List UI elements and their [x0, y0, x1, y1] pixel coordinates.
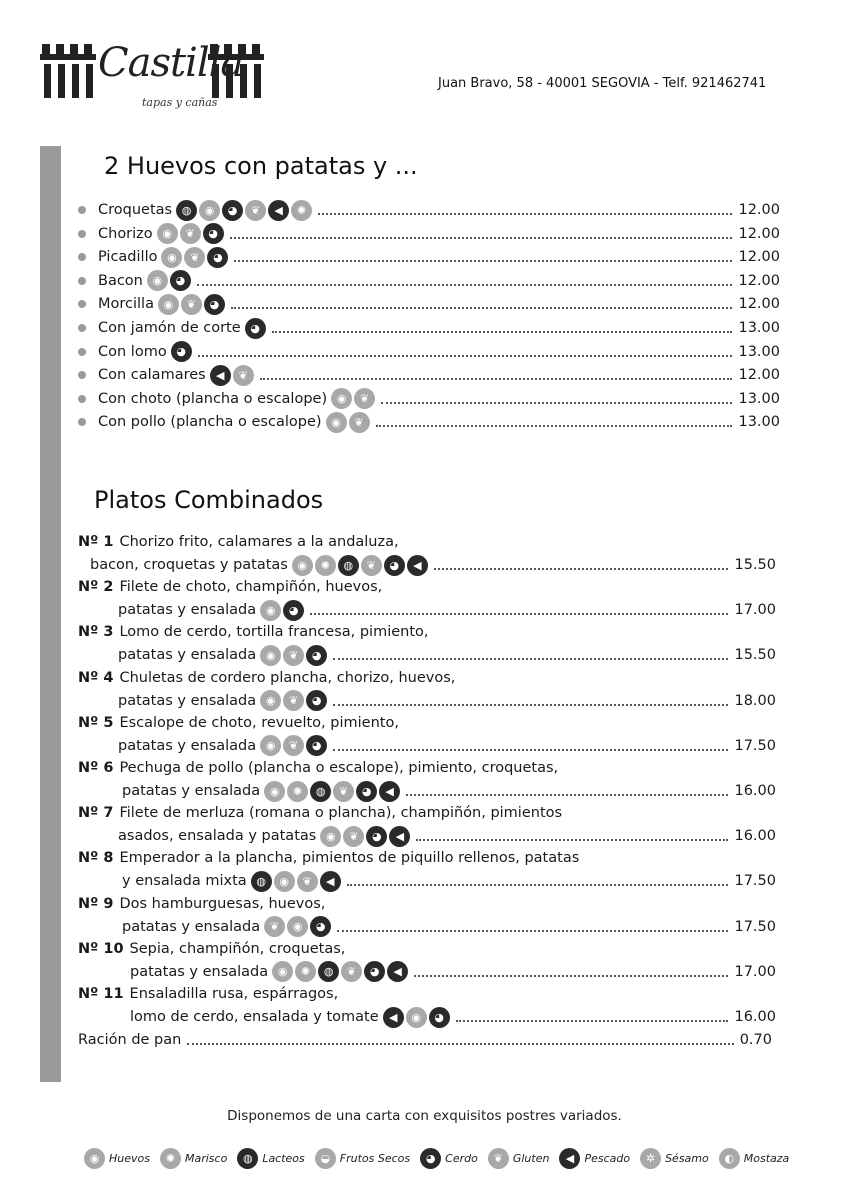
combo-price: 17.50	[734, 737, 776, 754]
menu-item-label: Picadillo	[98, 249, 158, 266]
menu-item	[78, 270, 780, 292]
dot-leader	[231, 307, 733, 309]
menu-item-label: Con choto (plancha o escalope)	[98, 390, 328, 407]
huevos-allergen-icon: ◉	[157, 223, 178, 244]
combo-description: Lomo de cerdo, tortilla francesa, pimiento,	[119, 624, 429, 641]
desserts-note: Disponemos de una carta con exquisitos postres variados.	[227, 1108, 622, 1124]
allergen-icons	[292, 555, 428, 576]
combo-number: Nº 3	[78, 624, 114, 641]
dot-leader	[230, 237, 733, 239]
pescado-allergen-icon: ◀	[383, 1007, 404, 1028]
legend-item	[488, 1148, 550, 1169]
menu-item-label: Bacon	[98, 272, 143, 289]
combo-description: Escalope de choto, revuelto, pimiento,	[119, 714, 399, 731]
marisco-allergen-icon: ✺	[315, 555, 336, 576]
menu-item-price: 12.00	[738, 296, 780, 313]
combo-price: 17.50	[734, 918, 776, 935]
bullet-icon	[78, 206, 86, 214]
dot-leader	[310, 613, 728, 615]
combo-description-cont: patatas y ensalada	[122, 918, 261, 935]
marisco-allergen-icon: ✺	[160, 1148, 181, 1169]
bullet-icon	[78, 230, 86, 238]
menu-item	[78, 293, 780, 315]
dot-leader	[414, 975, 728, 977]
sesamo-allergen-icon: ✲	[640, 1148, 661, 1169]
pescado-allergen-icon: ◀	[559, 1148, 580, 1169]
combo-line-1	[78, 802, 562, 824]
logo	[40, 40, 265, 115]
menu-item-price: 12.00	[738, 249, 780, 266]
marisco-allergen-icon: ✺	[287, 781, 308, 802]
allergen-icons	[264, 781, 400, 802]
legend-label: Lacteos	[262, 1152, 305, 1165]
combo-number: Nº 6	[78, 760, 114, 776]
gluten-allergen-icon: ❦	[349, 412, 370, 433]
gluten-allergen-icon: ❦	[488, 1148, 509, 1169]
menu-item	[78, 364, 780, 386]
combo-line-1	[78, 712, 399, 734]
bread-item	[78, 1029, 772, 1051]
dot-leader	[234, 260, 732, 262]
huevos-allergen-icon: ◉	[292, 555, 313, 576]
legend-item	[719, 1148, 790, 1169]
cerdo-allergen-icon: ◕	[245, 318, 266, 339]
combo-description-cont: patatas y ensalada	[122, 783, 261, 799]
huevos-allergen-icon: ◉	[320, 826, 341, 847]
dot-leader	[381, 402, 732, 404]
combo-number: Nº 4	[78, 669, 114, 686]
legend-label: Frutos Secos	[339, 1152, 411, 1165]
bullet-icon	[78, 371, 86, 379]
huevos-allergen-icon: ◉	[274, 871, 295, 892]
huevos-allergen-icon: ◉	[147, 270, 168, 291]
gluten-allergen-icon: ❦	[283, 645, 304, 666]
gluten-allergen-icon: ❦	[264, 916, 285, 937]
gluten-allergen-icon: ❦	[181, 294, 202, 315]
pescado-allergen-icon: ◀	[407, 555, 428, 576]
allergen-icons	[326, 412, 370, 433]
legend-item	[84, 1148, 150, 1169]
cerdo-allergen-icon: ◕	[171, 341, 192, 362]
menu-item	[78, 317, 780, 339]
combo-description: Emperador a la plancha, pimientos de piquillo rellenos, patatas	[119, 850, 580, 867]
marisco-allergen-icon: ✺	[291, 200, 312, 221]
logo-subtitle: tapas y cañas	[142, 96, 218, 109]
allergen-icons	[157, 223, 224, 244]
allergen-icons	[331, 388, 375, 409]
allergen-icons	[158, 294, 225, 315]
dot-leader	[347, 884, 729, 886]
legend-label: Mostaza	[743, 1152, 790, 1165]
huevos-allergen-icon: ◉	[326, 412, 347, 433]
lacteos-allergen-icon: ◍	[338, 555, 359, 576]
gluten-allergen-icon: ❦	[180, 223, 201, 244]
menu-item-price: 12.00	[738, 272, 780, 289]
cerdo-allergen-icon: ◕	[384, 555, 405, 576]
combo-line-1	[78, 847, 579, 869]
bullet-icon	[78, 324, 86, 332]
combo-line-1	[78, 983, 338, 1005]
combo-description-cont: patatas y ensalada	[118, 602, 257, 619]
bullet-icon	[78, 395, 86, 403]
huevos-allergen-icon: ◉	[260, 645, 281, 666]
menu-item-label: Con lomo	[98, 343, 167, 360]
combo-line-2	[122, 870, 776, 892]
lacteos-allergen-icon: ◍	[251, 871, 272, 892]
cerdo-allergen-icon: ◕	[429, 1007, 450, 1028]
huevos-allergen-icon: ◉	[260, 600, 281, 621]
cerdo-allergen-icon: ◕	[306, 645, 327, 666]
combo-description: Pechuga de pollo (plancha o escalope), pimiento, croquetas,	[119, 760, 559, 776]
combo-number: Nº 5	[78, 714, 114, 731]
allergen-icons	[147, 270, 191, 291]
combo-description: Chorizo frito, calamares a la andaluza,	[119, 534, 399, 550]
gluten-allergen-icon: ❦	[343, 826, 364, 847]
dot-leader	[337, 930, 728, 932]
combo-line-1	[78, 621, 429, 643]
mostaza-allergen-icon: ◐	[719, 1148, 740, 1169]
combo-line-1	[78, 531, 399, 553]
huevos-allergen-icon: ◉	[331, 388, 352, 409]
combo-line-2	[122, 916, 776, 938]
huevos-allergen-icon: ◉	[260, 735, 281, 756]
huevos-allergen-icon: ◉	[264, 781, 285, 802]
allergen-icons	[171, 341, 192, 362]
cerdo-allergen-icon: ◕	[366, 826, 387, 847]
combo-price: 15.50	[734, 557, 776, 573]
cerdo-allergen-icon: ◕	[222, 200, 243, 221]
bullet-icon	[78, 348, 86, 356]
combo-description: Filete de choto, champiñón, huevos,	[119, 579, 383, 596]
combo-description: Filete de merluza (romana o plancha), champiñón, pimientos	[119, 805, 563, 822]
menu-item-label: Morcilla	[98, 296, 154, 313]
gluten-allergen-icon: ❦	[333, 781, 354, 802]
allergen-legend	[84, 1148, 789, 1169]
menu-item	[78, 223, 780, 245]
cerdo-allergen-icon: ◕	[283, 600, 304, 621]
dot-leader	[333, 704, 728, 706]
bread-label: Ración de pan	[78, 1032, 182, 1048]
huevos-allergen-icon: ◉	[287, 916, 308, 937]
allergen-icons	[264, 916, 331, 937]
huevos-allergen-icon: ◉	[158, 294, 179, 315]
dot-leader	[197, 284, 733, 286]
allergen-icons	[272, 961, 408, 982]
bullet-icon	[78, 418, 86, 426]
combo-line-1	[78, 576, 382, 598]
marisco-allergen-icon: ✺	[295, 961, 316, 982]
lacteos-allergen-icon: ◍	[237, 1148, 258, 1169]
allergen-icons	[161, 247, 228, 268]
bullet-icon	[78, 253, 86, 261]
gluten-allergen-icon: ❦	[245, 200, 266, 221]
combo-number: Nº 7	[78, 805, 114, 822]
huevos-allergen-icon: ◉	[161, 247, 182, 268]
combo-line-1	[78, 757, 558, 779]
combo-price: 17.00	[734, 963, 776, 980]
dot-leader	[376, 425, 733, 427]
combo-price: 15.50	[734, 647, 776, 664]
logo-name: Castilla	[98, 40, 244, 86]
bullet-icon	[78, 277, 86, 285]
menu-item-price: 12.00	[738, 367, 780, 384]
legend-label: Sésamo	[665, 1152, 709, 1165]
bullet-icon	[78, 300, 86, 308]
legend-item	[237, 1148, 304, 1169]
cerdo-allergen-icon: ◕	[306, 735, 327, 756]
dot-leader	[333, 658, 728, 660]
legend-item	[315, 1148, 410, 1169]
bread-price: 0.70	[739, 1032, 772, 1048]
menu-item-price: 13.00	[738, 320, 780, 336]
allergen-icons	[260, 600, 304, 621]
gluten-allergen-icon: ❦	[354, 388, 375, 409]
decorative-sidebar-bar	[40, 146, 61, 1082]
combo-line-2	[118, 690, 776, 712]
lacteos-allergen-icon: ◍	[176, 200, 197, 221]
dot-leader	[198, 355, 733, 357]
huevos-allergen-icon: ◉	[272, 961, 293, 982]
huevos-allergen-icon: ◉	[260, 690, 281, 711]
allergen-icons	[210, 365, 254, 386]
combo-description: Ensaladilla rusa, espárragos,	[129, 986, 339, 1002]
combo-line-2	[90, 554, 776, 576]
gluten-allergen-icon: ❦	[297, 871, 318, 892]
menu-item	[78, 246, 780, 268]
legend-item	[420, 1148, 478, 1169]
frutos-allergen-icon: ◒	[315, 1148, 336, 1169]
combo-line-2	[118, 599, 776, 621]
combo-description-cont: patatas y ensalada	[118, 737, 257, 754]
menu-item-label: Con jamón de corte	[98, 320, 241, 336]
menu-item-label: Con calamares	[98, 367, 206, 384]
combo-line-1	[78, 667, 455, 689]
combo-line-2	[130, 1006, 776, 1028]
combo-description: Chuletas de cordero plancha, chorizo, huevos,	[119, 669, 456, 686]
combo-number: Nº 1	[78, 534, 114, 550]
combo-description: Dos hamburguesas, huevos,	[119, 895, 326, 912]
combo-description-cont: patatas y ensalada	[118, 692, 257, 709]
combo-description-cont: patatas y ensalada	[118, 647, 257, 664]
huevos-allergen-icon: ◉	[84, 1148, 105, 1169]
gluten-allergen-icon: ❦	[361, 555, 382, 576]
allergen-icons	[245, 318, 266, 339]
combo-line-1	[78, 938, 345, 960]
combo-price: 18.00	[734, 692, 776, 709]
menu-item	[78, 388, 780, 410]
combo-number: Nº 8	[78, 850, 114, 867]
pescado-allergen-icon: ◀	[389, 826, 410, 847]
restaurant-address: Juan Bravo, 58 - 40001 SEGOVIA - Telf. 921462741	[438, 76, 767, 91]
dot-leader	[272, 331, 733, 333]
combo-line-2	[118, 735, 776, 757]
combo-number: Nº 2	[78, 579, 114, 596]
menu-item-label: Croquetas	[98, 202, 173, 218]
legend-label: Marisco	[184, 1152, 228, 1165]
combo-price: 17.00	[734, 602, 776, 619]
gluten-allergen-icon: ❦	[233, 365, 254, 386]
allergen-icons	[176, 200, 312, 221]
allergen-icons	[260, 645, 327, 666]
allergen-icons	[320, 826, 410, 847]
combo-line-2	[118, 644, 776, 666]
menu-item	[78, 199, 780, 221]
allergen-icons	[383, 1007, 450, 1028]
legend-label: Gluten	[512, 1152, 550, 1165]
menu-item-price: 13.00	[738, 414, 780, 431]
pescado-allergen-icon: ◀	[210, 365, 231, 386]
allergen-icons	[260, 690, 327, 711]
combo-line-2	[118, 825, 776, 847]
combo-number: Nº 11	[78, 986, 124, 1002]
pescado-allergen-icon: ◀	[268, 200, 289, 221]
menu-item-price: 13.00	[738, 343, 780, 360]
cerdo-allergen-icon: ◕	[204, 294, 225, 315]
combo-price: 16.00	[734, 828, 776, 845]
cerdo-allergen-icon: ◕	[207, 247, 228, 268]
combo-price: 16.00	[734, 1009, 776, 1025]
dot-leader	[318, 213, 732, 215]
combo-description-cont: bacon, croquetas y patatas	[90, 557, 288, 573]
gluten-allergen-icon: ❦	[341, 961, 362, 982]
dot-leader	[456, 1020, 729, 1022]
combo-description-cont: y ensalada mixta	[122, 873, 247, 890]
lacteos-allergen-icon: ◍	[310, 781, 331, 802]
cerdo-allergen-icon: ◕	[364, 961, 385, 982]
legend-item	[640, 1148, 709, 1169]
dot-leader	[406, 794, 728, 796]
menu-item	[78, 341, 780, 363]
cerdo-allergen-icon: ◕	[306, 690, 327, 711]
dot-leader	[416, 839, 728, 841]
dot-leader	[434, 568, 729, 570]
combo-description: Sepia, champiñón, croquetas,	[129, 940, 346, 957]
menu-item-price: 13.00	[738, 390, 780, 407]
dot-leader	[187, 1043, 733, 1045]
combo-line-2	[122, 780, 776, 802]
section-title-huevos: 2 Huevos con patatas y ...	[104, 152, 418, 180]
pescado-allergen-icon: ◀	[379, 781, 400, 802]
cerdo-allergen-icon: ◕	[170, 270, 191, 291]
legend-item	[559, 1148, 630, 1169]
huevos-allergen-icon: ◉	[406, 1007, 427, 1028]
combo-line-1	[78, 893, 325, 915]
combo-price: 16.00	[734, 783, 776, 799]
legend-item	[160, 1148, 227, 1169]
combo-price: 17.50	[734, 873, 776, 890]
menu-item-price: 12.00	[738, 202, 780, 218]
menu-item-label: Con pollo (plancha o escalope)	[98, 414, 322, 431]
legend-label: Pescado	[584, 1152, 631, 1165]
menu-item-label: Chorizo	[98, 225, 153, 242]
combo-description-cont: asados, ensalada y patatas	[118, 828, 317, 845]
legend-label: Huevos	[109, 1152, 150, 1165]
gluten-allergen-icon: ❦	[184, 247, 205, 268]
combo-description-cont: patatas y ensalada	[130, 963, 269, 980]
gluten-allergen-icon: ❦	[283, 690, 304, 711]
allergen-icons	[260, 735, 327, 756]
cerdo-allergen-icon: ◕	[310, 916, 331, 937]
combo-number: Nº 9	[78, 895, 114, 912]
huevos-allergen-icon: ◉	[199, 200, 220, 221]
menu-item-price: 12.00	[738, 225, 780, 242]
dot-leader	[260, 378, 733, 380]
pescado-allergen-icon: ◀	[387, 961, 408, 982]
dot-leader	[333, 749, 728, 751]
lacteos-allergen-icon: ◍	[318, 961, 339, 982]
legend-label: Cerdo	[445, 1152, 478, 1165]
menu-item	[78, 411, 780, 433]
combo-line-2	[130, 961, 776, 983]
combo-description-cont: lomo de cerdo, ensalada y tomate	[130, 1009, 379, 1025]
section-title-platos-combinados: Platos Combinados	[94, 486, 324, 514]
gluten-allergen-icon: ❦	[283, 735, 304, 756]
combo-number: Nº 10	[78, 940, 124, 957]
cerdo-allergen-icon: ◕	[203, 223, 224, 244]
allergen-icons	[251, 871, 341, 892]
cerdo-allergen-icon: ◕	[420, 1148, 441, 1169]
pescado-allergen-icon: ◀	[320, 871, 341, 892]
cerdo-allergen-icon: ◕	[356, 781, 377, 802]
